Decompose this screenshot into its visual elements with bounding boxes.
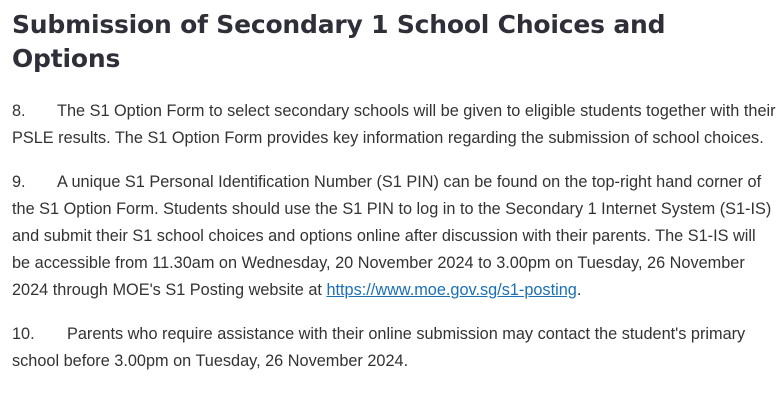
- paragraph-end-punctuation: .: [576, 281, 582, 299]
- s1-posting-link[interactable]: https://www.moe.gov.sg/s1-posting: [326, 281, 577, 299]
- article: [12, 0, 776, 375]
- paragraph-10: [12, 321, 776, 375]
- paragraph-8: [12, 98, 776, 152]
- paragraph-number: 10.: [12, 325, 35, 343]
- paragraph-text: A unique S1 Personal Identification Number (S1 PIN) can be found on the top-right hand corner of the S1 Option Form. Students should use the S1 PIN to log in to the Secondary 1 Internet System (S1-IS) and submit their S1 school choices and options online after discussion with their parents. The S1-IS will be accessible from 11.30am on Wednesday, 20 November 2024 to 3.00pm on Tuesday, 26 November 2024 through MOE's S1 Posting website at: [12, 173, 772, 299]
- paragraph-text: Parents who require assistance with their online submission may contact the student's primary school before 3.00pm on Tuesday, 26 November 2024.: [12, 325, 746, 370]
- section-heading: Submission of Secondary 1 School Choices and Options: [12, 10, 666, 73]
- paragraph-9: [12, 169, 776, 304]
- paragraph-number: 9.: [12, 173, 26, 191]
- paragraph-number: 8.: [12, 102, 26, 120]
- paragraph-text: The S1 Option Form to select secondary schools will be given to eligible students together with their PSLE results. The S1 Option Form provides key information regarding the submission of school choices.: [12, 102, 776, 147]
